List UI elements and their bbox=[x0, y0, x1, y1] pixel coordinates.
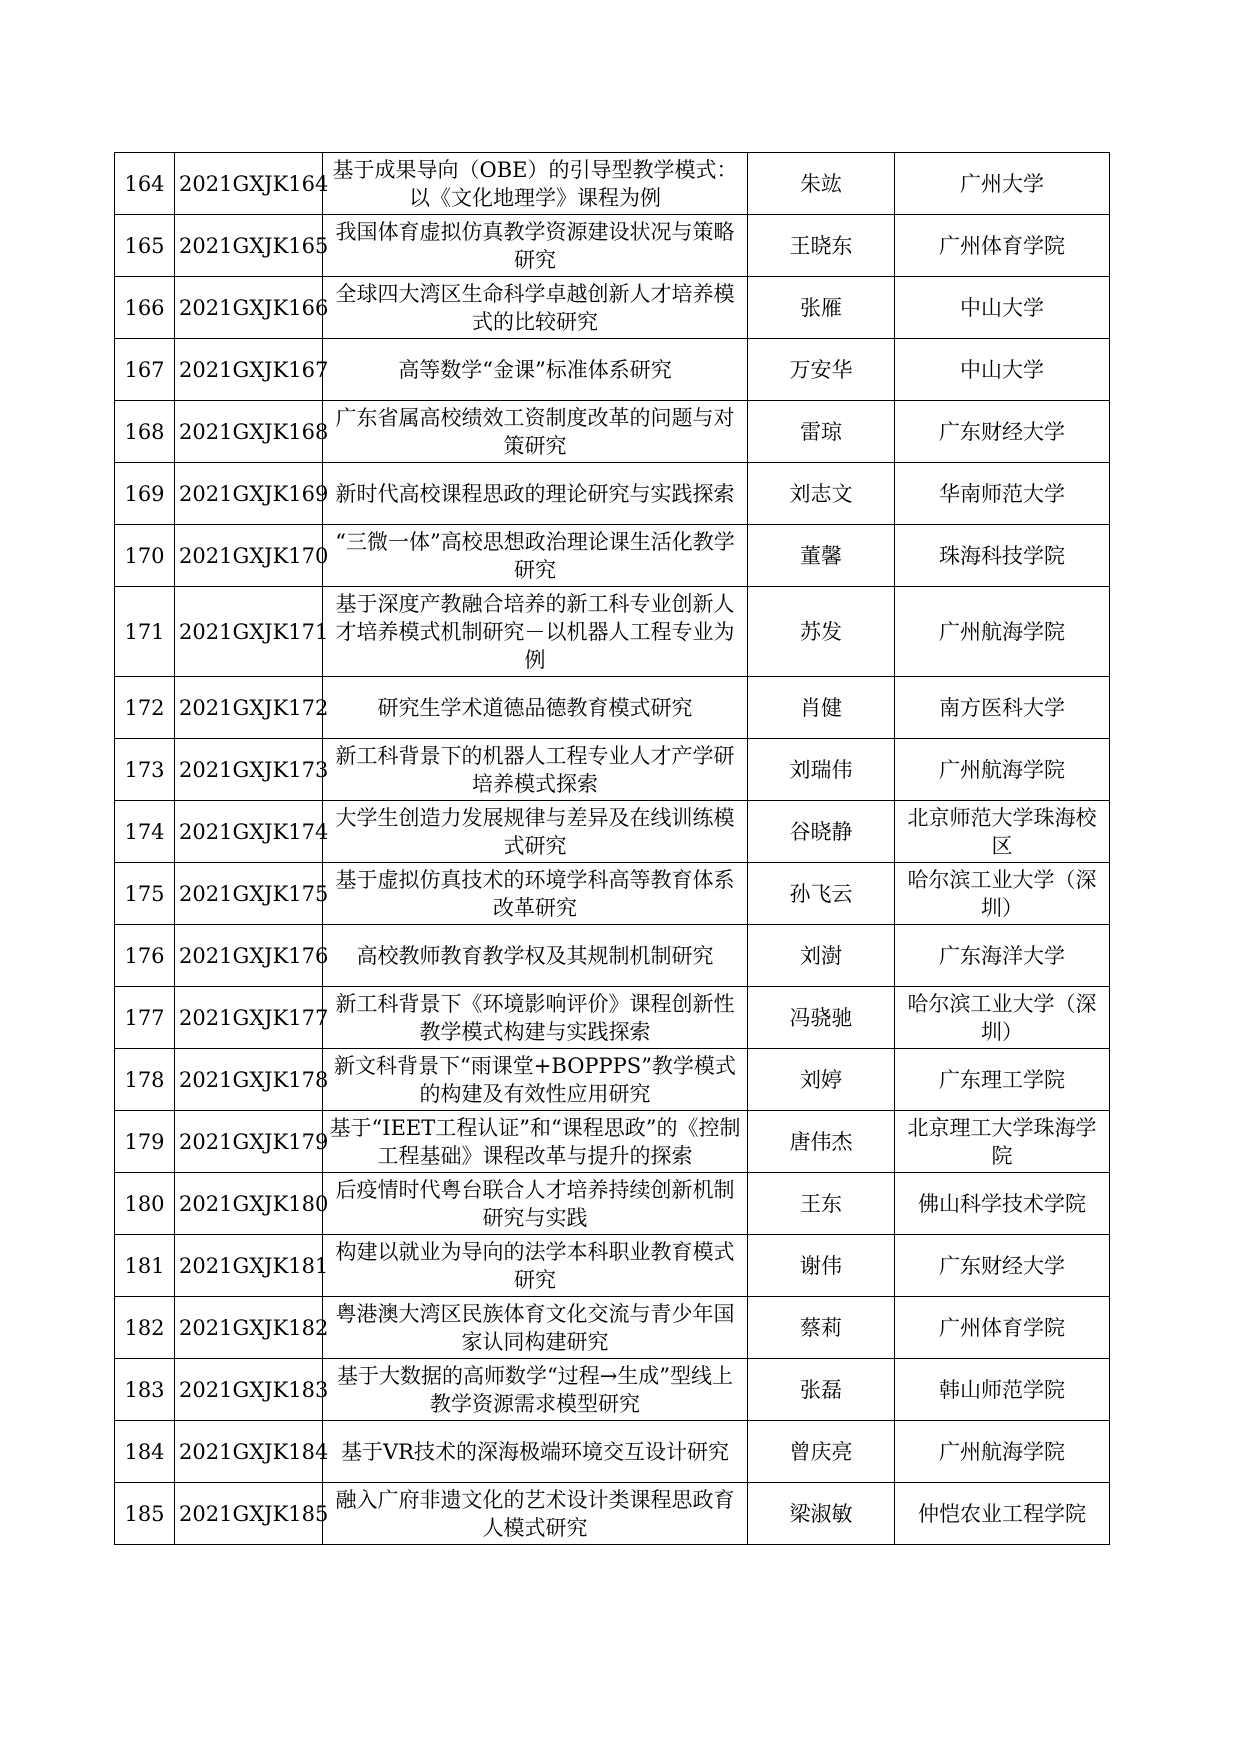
project-code: 2021GXJK166 bbox=[175, 277, 323, 339]
project-leader: 刘澍 bbox=[748, 925, 895, 987]
row-number: 165 bbox=[115, 215, 175, 277]
institution: 广东海洋大学 bbox=[895, 925, 1110, 987]
project-leader: 唐伟杰 bbox=[748, 1111, 895, 1173]
project-code: 2021GXJK169 bbox=[175, 463, 323, 525]
row-number: 169 bbox=[115, 463, 175, 525]
project-leader: 王东 bbox=[748, 1173, 895, 1235]
project-title: 高校教师教育教学权及其规制机制研究 bbox=[323, 925, 748, 987]
project-leader: 孙飞云 bbox=[748, 863, 895, 925]
project-code: 2021GXJK184 bbox=[175, 1421, 323, 1483]
project-code: 2021GXJK179 bbox=[175, 1111, 323, 1173]
project-code: 2021GXJK167 bbox=[175, 339, 323, 401]
project-code: 2021GXJK177 bbox=[175, 987, 323, 1049]
project-title: 新工科背景下《环境影响评价》课程创新性教学模式构建与实践探索 bbox=[323, 987, 748, 1049]
project-leader: 曾庆亮 bbox=[748, 1421, 895, 1483]
project-leader: 刘婷 bbox=[748, 1049, 895, 1111]
project-leader: 雷琼 bbox=[748, 401, 895, 463]
table-row bbox=[115, 1297, 1110, 1359]
row-number: 164 bbox=[115, 153, 175, 215]
row-number: 178 bbox=[115, 1049, 175, 1111]
institution: 仲恺农业工程学院 bbox=[895, 1483, 1110, 1545]
institution: 广州体育学院 bbox=[895, 1297, 1110, 1359]
row-number: 183 bbox=[115, 1359, 175, 1421]
project-title: 基于“IEET工程认证”和“课程思政”的《控制工程基础》课程改革与提升的探索 bbox=[323, 1111, 748, 1173]
row-number: 173 bbox=[115, 739, 175, 801]
project-code: 2021GXJK180 bbox=[175, 1173, 323, 1235]
table-row bbox=[115, 1483, 1110, 1545]
project-leader: 朱竑 bbox=[748, 153, 895, 215]
row-number: 171 bbox=[115, 587, 175, 677]
institution: 哈尔滨工业大学（深圳） bbox=[895, 987, 1110, 1049]
row-number: 181 bbox=[115, 1235, 175, 1297]
project-leader: 肖健 bbox=[748, 677, 895, 739]
project-leader: 刘志文 bbox=[748, 463, 895, 525]
table-row bbox=[115, 1049, 1110, 1111]
table-row bbox=[115, 801, 1110, 863]
project-leader: 董馨 bbox=[748, 525, 895, 587]
project-code: 2021GXJK172 bbox=[175, 677, 323, 739]
table-row bbox=[115, 925, 1110, 987]
institution: 广东财经大学 bbox=[895, 1235, 1110, 1297]
table-row bbox=[115, 863, 1110, 925]
project-code: 2021GXJK165 bbox=[175, 215, 323, 277]
project-code: 2021GXJK183 bbox=[175, 1359, 323, 1421]
row-number: 170 bbox=[115, 525, 175, 587]
row-number: 176 bbox=[115, 925, 175, 987]
table-row bbox=[115, 463, 1110, 525]
project-leader: 万安华 bbox=[748, 339, 895, 401]
project-leader: 谢伟 bbox=[748, 1235, 895, 1297]
project-leader: 梁淑敏 bbox=[748, 1483, 895, 1545]
project-title: 新文科背景下“雨课堂+BOPPPS”教学模式的构建及有效性应用研究 bbox=[323, 1049, 748, 1111]
project-title: 基于成果导向（OBE）的引导型教学模式：以《文化地理学》课程为例 bbox=[323, 153, 748, 215]
institution: 哈尔滨工业大学（深圳） bbox=[895, 863, 1110, 925]
project-leader: 张磊 bbox=[748, 1359, 895, 1421]
table-row bbox=[115, 339, 1110, 401]
table-row bbox=[115, 1421, 1110, 1483]
project-code: 2021GXJK174 bbox=[175, 801, 323, 863]
table-row bbox=[115, 739, 1110, 801]
project-title: 高等数学“金课”标准体系研究 bbox=[323, 339, 748, 401]
institution: 华南师范大学 bbox=[895, 463, 1110, 525]
project-code: 2021GXJK164 bbox=[175, 153, 323, 215]
project-title: 基于虚拟仿真技术的环境学科高等教育体系改革研究 bbox=[323, 863, 748, 925]
row-number: 182 bbox=[115, 1297, 175, 1359]
institution: 韩山师范学院 bbox=[895, 1359, 1110, 1421]
project-title: 融入广府非遗文化的艺术设计类课程思政育人模式研究 bbox=[323, 1483, 748, 1545]
row-number: 166 bbox=[115, 277, 175, 339]
project-title: 大学生创造力发展规律与差异及在线训练模式研究 bbox=[323, 801, 748, 863]
institution: 北京理工大学珠海学院 bbox=[895, 1111, 1110, 1173]
project-title: 粤港澳大湾区民族体育文化交流与青少年国家认同构建研究 bbox=[323, 1297, 748, 1359]
project-title: 新时代高校课程思政的理论研究与实践探索 bbox=[323, 463, 748, 525]
project-code: 2021GXJK178 bbox=[175, 1049, 323, 1111]
institution: 广东财经大学 bbox=[895, 401, 1110, 463]
institution: 广州体育学院 bbox=[895, 215, 1110, 277]
row-number: 168 bbox=[115, 401, 175, 463]
table-row bbox=[115, 215, 1110, 277]
project-leader: 蔡莉 bbox=[748, 1297, 895, 1359]
institution: 广州航海学院 bbox=[895, 587, 1110, 677]
row-number: 185 bbox=[115, 1483, 175, 1545]
table-row bbox=[115, 587, 1110, 677]
table-row bbox=[115, 1359, 1110, 1421]
project-title: 基于VR技术的深海极端环境交互设计研究 bbox=[323, 1421, 748, 1483]
project-title: 新工科背景下的机器人工程专业人才产学研培养模式探索 bbox=[323, 739, 748, 801]
row-number: 167 bbox=[115, 339, 175, 401]
project-code: 2021GXJK173 bbox=[175, 739, 323, 801]
row-number: 175 bbox=[115, 863, 175, 925]
project-code: 2021GXJK181 bbox=[175, 1235, 323, 1297]
project-title: 构建以就业为导向的法学本科职业教育模式研究 bbox=[323, 1235, 748, 1297]
institution: 中山大学 bbox=[895, 339, 1110, 401]
institution: 南方医科大学 bbox=[895, 677, 1110, 739]
table-row bbox=[115, 277, 1110, 339]
project-title: 我国体育虚拟仿真教学资源建设状况与策略研究 bbox=[323, 215, 748, 277]
project-leader: 谷晓静 bbox=[748, 801, 895, 863]
project-code: 2021GXJK171 bbox=[175, 587, 323, 677]
project-title: 基于大数据的高师数学“过程→生成”型线上教学资源需求模型研究 bbox=[323, 1359, 748, 1421]
institution: 广东理工学院 bbox=[895, 1049, 1110, 1111]
project-code: 2021GXJK185 bbox=[175, 1483, 323, 1545]
institution: 北京师范大学珠海校区 bbox=[895, 801, 1110, 863]
project-title: 全球四大湾区生命科学卓越创新人才培养模式的比较研究 bbox=[323, 277, 748, 339]
table-body bbox=[115, 153, 1110, 1545]
table-row bbox=[115, 525, 1110, 587]
row-number: 179 bbox=[115, 1111, 175, 1173]
project-title: 后疫情时代粤台联合人才培养持续创新机制研究与实践 bbox=[323, 1173, 748, 1235]
institution: 广州大学 bbox=[895, 153, 1110, 215]
table-row bbox=[115, 677, 1110, 739]
table-row bbox=[115, 1173, 1110, 1235]
project-title: 研究生学术道德品德教育模式研究 bbox=[323, 677, 748, 739]
row-number: 180 bbox=[115, 1173, 175, 1235]
institution: 广州航海学院 bbox=[895, 739, 1110, 801]
project-code: 2021GXJK175 bbox=[175, 863, 323, 925]
project-list-table bbox=[114, 152, 1110, 1545]
project-leader: 刘瑞伟 bbox=[748, 739, 895, 801]
project-code: 2021GXJK170 bbox=[175, 525, 323, 587]
table-row bbox=[115, 987, 1110, 1049]
row-number: 184 bbox=[115, 1421, 175, 1483]
table-row bbox=[115, 153, 1110, 215]
table-row bbox=[115, 401, 1110, 463]
institution: 中山大学 bbox=[895, 277, 1110, 339]
table-row bbox=[115, 1235, 1110, 1297]
institution: 佛山科学技术学院 bbox=[895, 1173, 1110, 1235]
project-code: 2021GXJK176 bbox=[175, 925, 323, 987]
project-leader: 苏发 bbox=[748, 587, 895, 677]
row-number: 177 bbox=[115, 987, 175, 1049]
institution: 珠海科技学院 bbox=[895, 525, 1110, 587]
row-number: 172 bbox=[115, 677, 175, 739]
project-title: 基于深度产教融合培养的新工科专业创新人才培养模式机制研究－以机器人工程专业为例 bbox=[323, 587, 748, 677]
project-code: 2021GXJK168 bbox=[175, 401, 323, 463]
project-title: “三微一体”高校思想政治理论课生活化教学研究 bbox=[323, 525, 748, 587]
project-title: 广东省属高校绩效工资制度改革的问题与对策研究 bbox=[323, 401, 748, 463]
row-number: 174 bbox=[115, 801, 175, 863]
institution: 广州航海学院 bbox=[895, 1421, 1110, 1483]
table-row bbox=[115, 1111, 1110, 1173]
project-leader: 冯骁驰 bbox=[748, 987, 895, 1049]
project-leader: 张雁 bbox=[748, 277, 895, 339]
project-leader: 王晓东 bbox=[748, 215, 895, 277]
project-code: 2021GXJK182 bbox=[175, 1297, 323, 1359]
